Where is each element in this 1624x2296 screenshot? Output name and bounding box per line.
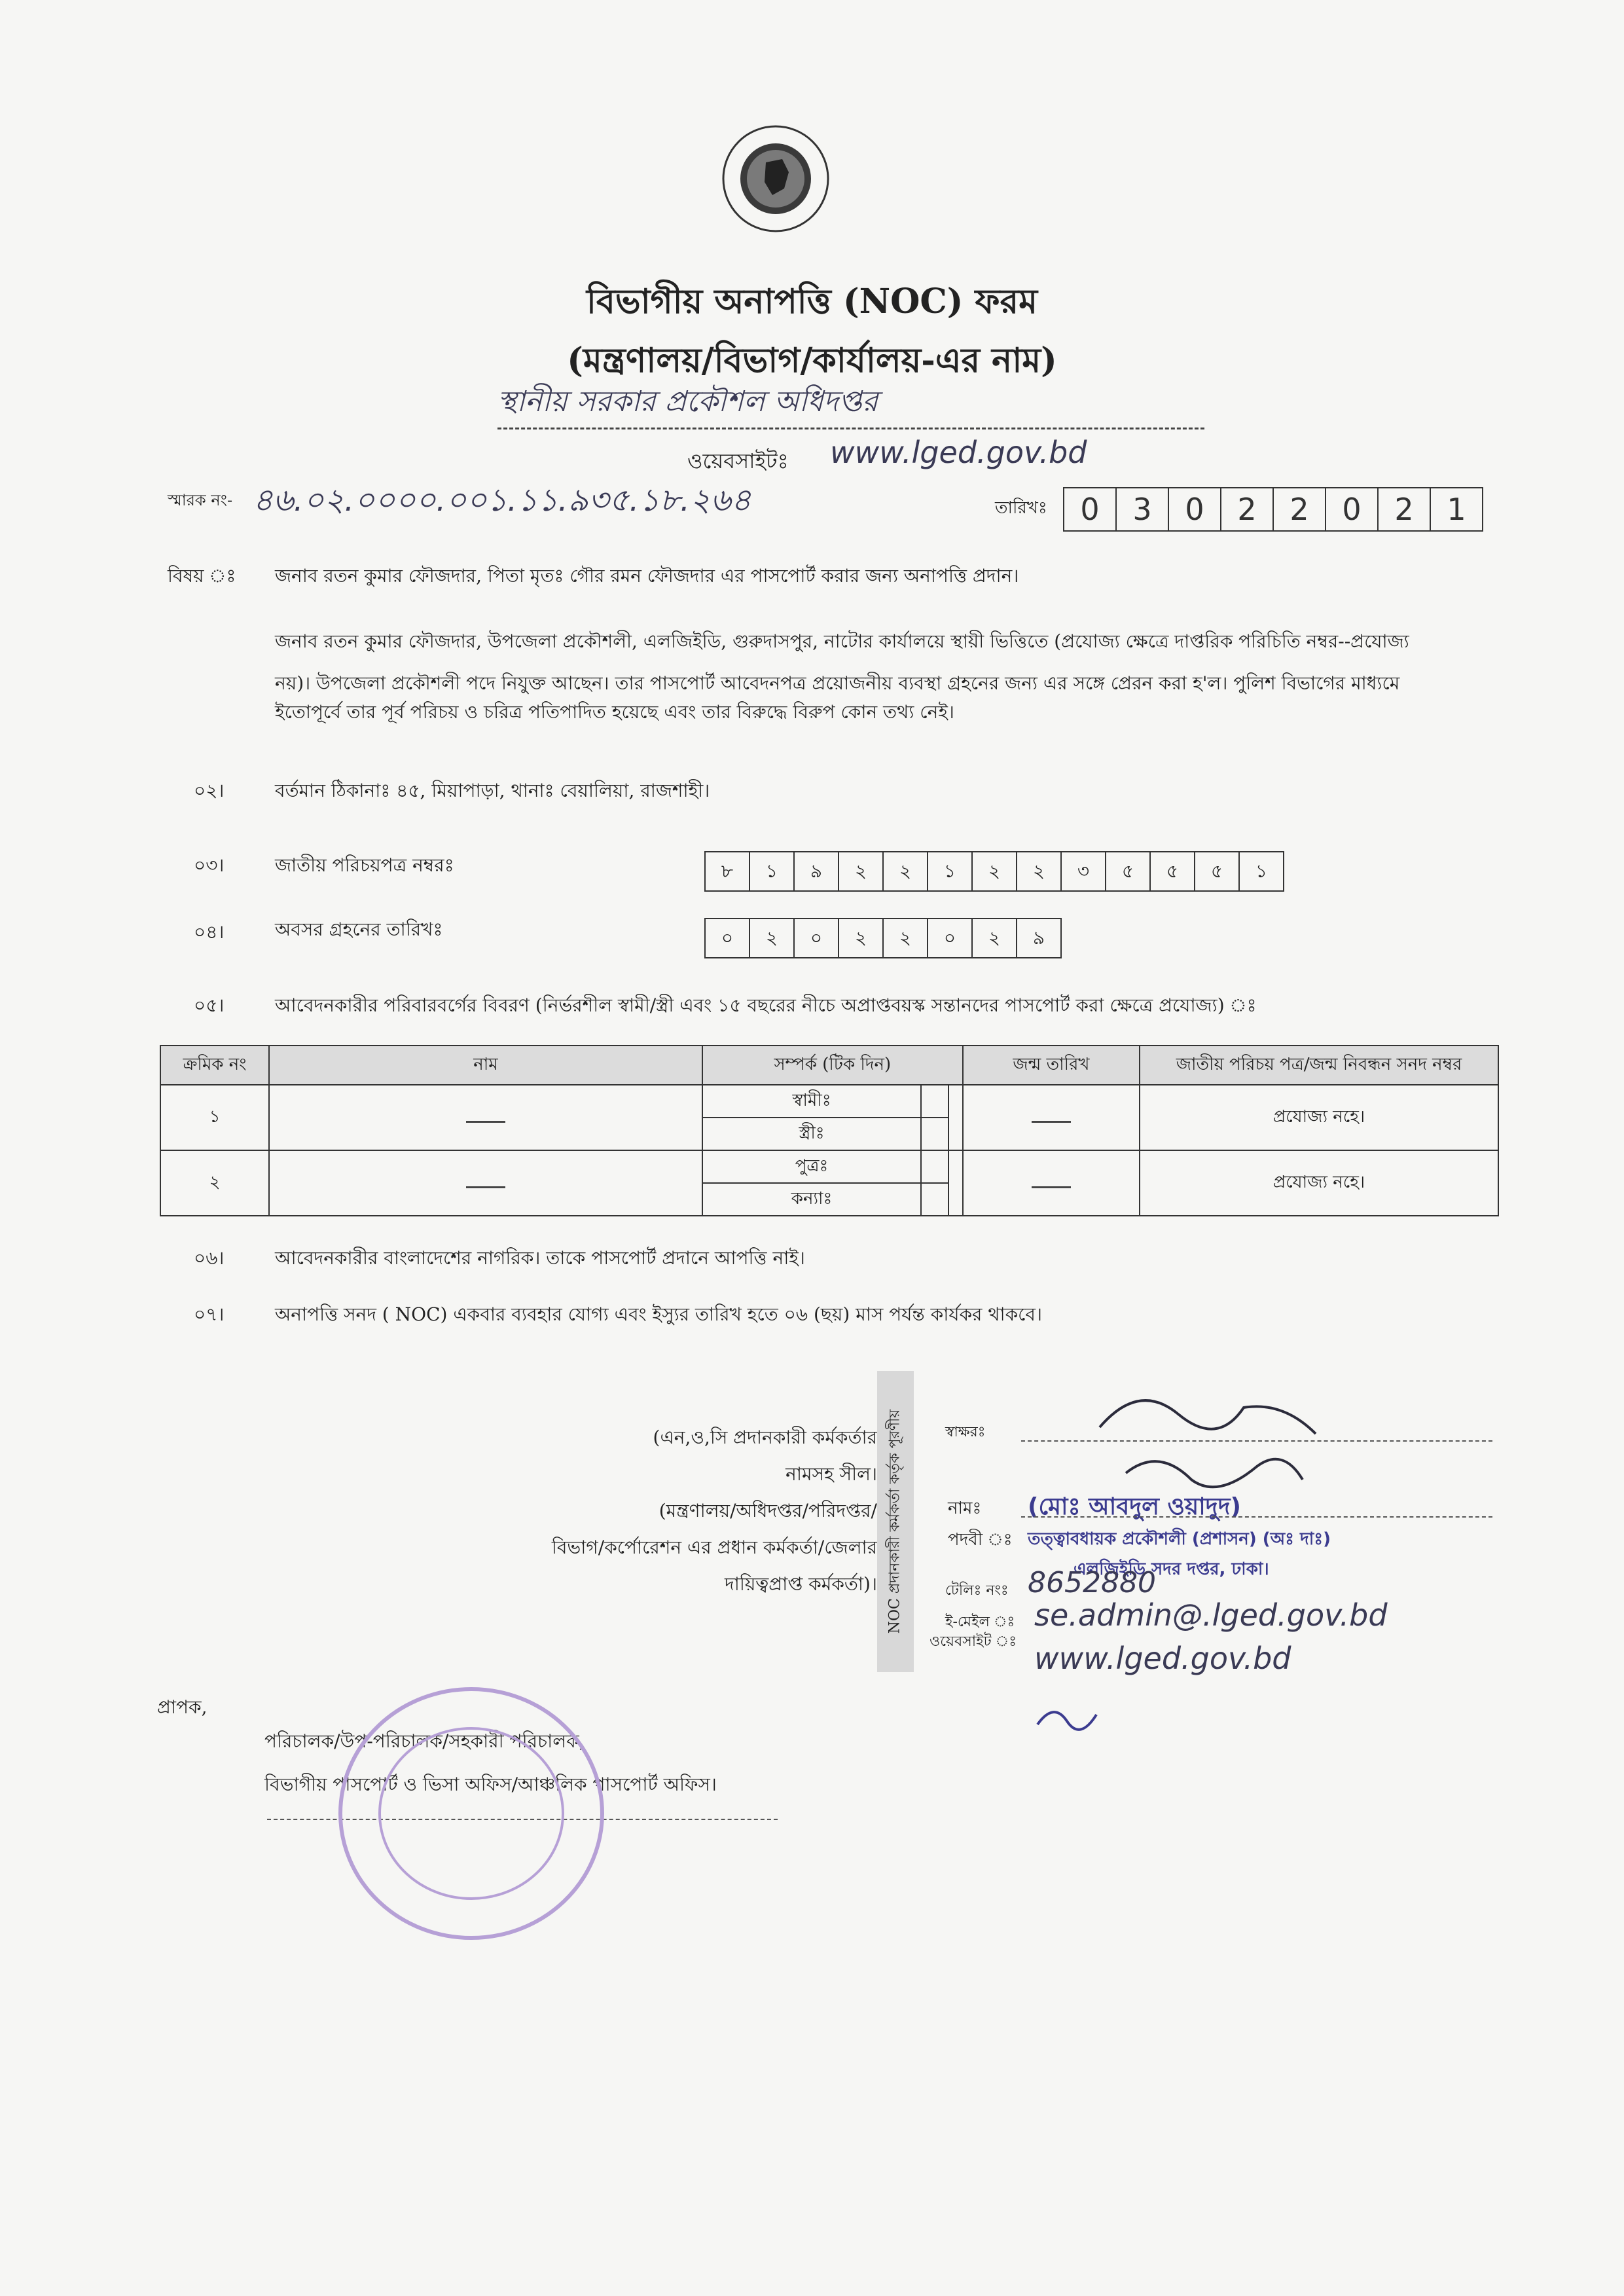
id-cell: প্রযোজ্য নহে। <box>1140 1150 1498 1216</box>
serial-cell: ১ <box>160 1085 269 1150</box>
item-number: ০৩। <box>194 854 225 876</box>
dob-dash <box>1032 1186 1071 1188</box>
name-dash <box>466 1121 505 1123</box>
nid-digit: ৩ <box>1060 851 1106 892</box>
office-stamp <box>327 1676 615 1951</box>
table-header: সম্পর্ক (টিক দিন) <box>702 1046 963 1085</box>
citizenship-text: আবেদনকারীর বাংলাদেশের নাগরিক। তাকে পাসপোর্ট প্রদানে আপত্তি নাই। <box>275 1247 805 1269</box>
form-title: বিভাগীয় অনাপত্তি (NOC) ফরম <box>586 282 1038 321</box>
nid-digit: ৫ <box>1194 851 1240 892</box>
retire-digit: ০ <box>793 918 839 958</box>
nid-label: জাতীয় পরিচয়পত্র নম্বরঃ <box>275 854 454 876</box>
subject-text: জনাব রতন কুমার ফৌজদার, পিতা মৃতঃ গৌর রমন ফৌজদার এর পাসপোর্ট করার জন্য অনাপত্তি প্রদান। <box>275 565 1019 587</box>
item-number: ০৪। <box>194 921 225 943</box>
retire-digit: ০ <box>704 918 750 958</box>
date-digit: 0 <box>1325 487 1379 532</box>
date-digit: 0 <box>1063 487 1117 532</box>
memo-number: ৪৬.০২.০০০০.০০১.১১.৯৩৫.১৮.২৬৪ <box>253 482 751 519</box>
date-digit: 2 <box>1272 487 1326 532</box>
tick-cell <box>921 1118 948 1150</box>
officer-note <box>484 1419 877 1603</box>
officer-note-line: বিভাগ/কর্পোরেশন এর প্রধান কর্মকর্তা/জেলার <box>551 1537 877 1558</box>
sign-label: স্বাক্ষরঃ <box>945 1424 986 1440</box>
vertical-label-bar <box>877 1371 914 1672</box>
officer-note-line: নামসহ সীল। <box>785 1463 877 1485</box>
name-dash <box>466 1186 505 1188</box>
website-label: ওয়েবসাইটঃ <box>687 448 789 473</box>
date-digit: 0 <box>1168 487 1221 532</box>
retire-digit: ২ <box>749 918 795 958</box>
name-label: নামঃ <box>948 1499 982 1518</box>
recipient-label: প্রাপক, <box>157 1696 208 1718</box>
email-value: se.admin@.lged.gov.bd <box>1034 1597 1388 1633</box>
retire-digit: ২ <box>971 918 1017 958</box>
item-number: ০৭। <box>194 1303 225 1325</box>
retire-digit: ০ <box>927 918 973 958</box>
retire-digit: ২ <box>838 918 884 958</box>
officer-note-line: দায়িত্বপ্রাপ্ত কর্মকর্তা)। <box>725 1573 877 1595</box>
date-boxes <box>1064 487 1483 532</box>
nid-digit: ৫ <box>1105 851 1151 892</box>
relation-cell: স্বামীঃ <box>702 1085 922 1118</box>
table-header: ক্রমিক নং <box>160 1046 269 1085</box>
vertical-label: NOC প্রদানকারী কর্মকর্তা কর্তৃক পূরণীয় <box>886 1409 903 1634</box>
handwritten-initial <box>1034 1698 1100 1740</box>
retire-boxes <box>706 918 1062 958</box>
tick-cell <box>921 1150 948 1183</box>
retire-label: অবসর গ্রহনের তারিখঃ <box>275 919 443 940</box>
body-line: জনাব রতন কুমার ফৌজদার, উপজেলা প্রকৌশলী, এলজিইডি, গুরুদাসপুর, নাটোর কার্যালয়ে স্থায়ী ভিত্তিতে (প্রযোজ্য ক্ষেত্রে দাপ্তরিক পরিচিতি নম্বর--প্রযোজ্য <box>275 630 1409 652</box>
dob-dash <box>1032 1121 1071 1123</box>
government-seal-logo <box>720 123 831 234</box>
item-number: ০২। <box>194 780 225 801</box>
nid-digit: ২ <box>838 851 884 892</box>
website-handwritten: www.lged.gov.bd <box>830 435 1087 470</box>
date-label: তারিখঃ <box>995 498 1047 518</box>
name-line <box>1021 1516 1492 1518</box>
date-digit: 3 <box>1115 487 1169 532</box>
officer-office: এলজিইডি সদর দপ্তর, ঢাকা। <box>1074 1559 1269 1579</box>
body-line: নয়)। উপজেলা প্রকৌশলী পদে নিযুক্ত আছেন। তার পাসপোর্ট আবেদনপত্র প্রয়োজনীয় ব্যবস্থা গ্রহনের জন্য এর সঙ্গে প্রেরন করা হ'ল। পুলিশ বিভাগের মাধ্যমে <box>275 672 1400 694</box>
nid-digit: ৫ <box>1149 851 1195 892</box>
date-digit: 1 <box>1430 487 1483 532</box>
retire-digit: ৯ <box>1016 918 1062 958</box>
body-line: ইতোপূর্বে তার পূর্ব পরিচয় ও চরিত্র পতিপাদিত হয়েছে এবং তার বিরুদ্ধে বিরুপ কোন তথ্য নেই। <box>275 701 954 723</box>
handwritten-signature <box>1087 1375 1335 1506</box>
officer-note-line: (এন,ও,সি প্রদানকারী কর্মকর্তার <box>653 1427 877 1448</box>
dob-cell <box>963 1085 1140 1150</box>
nid-digit: ১ <box>1238 851 1284 892</box>
memo-label: স্মারক নং- <box>168 491 233 509</box>
id-cell: প্রযোজ্য নহে। <box>1140 1085 1498 1150</box>
nid-digit: ৯ <box>793 851 839 892</box>
nid-digit: ২ <box>882 851 928 892</box>
date-digit: 2 <box>1220 487 1274 532</box>
relation-cell: স্ত্রীঃ <box>702 1118 922 1150</box>
serial-cell: ২ <box>160 1150 269 1216</box>
table-header: নাম <box>269 1046 702 1085</box>
validity-text: অনাপত্তি সনদ ( NOC) একবার ব্যবহার যোগ্য এবং ইস্যুর তারিখ হতে ০৬ (ছয়) মাস পর্যন্ত কার্যকর থাকবে। <box>275 1303 1043 1325</box>
subject-label: বিষয় ঃ <box>168 565 236 587</box>
officer-post: তত্ত্বাবধায়ক প্রকৌশলী (প্রশাসন) (অঃ দাঃ) <box>1028 1529 1331 1549</box>
tick-cell <box>921 1085 948 1118</box>
recipient-line: পরিচালক/উপ-পরিচালক/সহকারী পরিচালক, <box>264 1730 585 1752</box>
nid-digit: ১ <box>927 851 973 892</box>
tick-cell <box>921 1183 948 1216</box>
nid-digit: ৮ <box>704 851 750 892</box>
date-digit: 2 <box>1377 487 1431 532</box>
officer-name: (মোঃ আবদুল ওয়াদুদ) <box>1028 1493 1241 1520</box>
relation-cell: কন্যাঃ <box>702 1183 922 1216</box>
form-subtitle: (মন্ত্রণালয়/বিভাগ/কার্যালয়-এর নাম) <box>567 340 1057 380</box>
post-label: পদবী ঃ <box>948 1530 1013 1550</box>
site-value: www.lged.gov.bd <box>1034 1641 1291 1676</box>
nid-digit: ২ <box>971 851 1017 892</box>
table-header: জন্ম তারিখ <box>963 1046 1140 1085</box>
name-cell <box>269 1150 702 1216</box>
family-table <box>160 1045 1499 1216</box>
tick-cell <box>948 1085 963 1150</box>
table-row <box>160 1085 1498 1118</box>
name-cell <box>269 1085 702 1150</box>
table-row <box>160 1150 1498 1183</box>
address-text: বর্তমান ঠিকানাঃ ৪৫, মিয়াপাড়া, থানাঃ বেয়ালিয়া, রাজশাহী। <box>275 780 710 801</box>
phone-label: টেলিঃ নংঃ <box>945 1582 1009 1599</box>
nid-digit: ১ <box>749 851 795 892</box>
dob-cell <box>963 1150 1140 1216</box>
tick-cell <box>948 1150 963 1216</box>
item-number: ০৬। <box>194 1247 225 1269</box>
retire-digit: ২ <box>882 918 928 958</box>
email-label: ই-মেইল ঃ <box>945 1614 1015 1630</box>
site-label: ওয়েবসাইট ঃ <box>929 1633 1017 1650</box>
recipient-line: বিভাগীয় পাসপোর্ট ও ভিসা অফিস/আঞ্চলিক পাসপোর্ট অফিস। <box>264 1774 717 1795</box>
office-name-handwritten: স্থানীয় সরকার প্রকৌশল অধিদপ্তর <box>497 380 1204 429</box>
family-intro: আবেদনকারীর পরিবারবর্গের বিবরণ (নির্ভরশীল স্বামী/স্ত্রী এবং ১৫ বছরের নীচে অপ্রাপ্তবয়স্ক সন্তানদের পাসপোর্ট করা ক্ষেত্রে প্রযোজ্য) ঃ <box>275 994 1257 1016</box>
nid-digit: ২ <box>1016 851 1062 892</box>
phone-value: 8652880 <box>1028 1566 1156 1599</box>
nid-boxes <box>706 851 1284 892</box>
relation-cell: পুত্রঃ <box>702 1150 922 1183</box>
item-number: ০৫। <box>194 994 225 1016</box>
officer-note-line: (মন্ত্রণালয়/অধিদপ্তর/পরিদপ্তর/ <box>659 1500 877 1522</box>
table-header: জাতীয় পরিচয় পত্র/জন্ম নিবন্ধন সনদ নম্বর <box>1140 1046 1498 1085</box>
